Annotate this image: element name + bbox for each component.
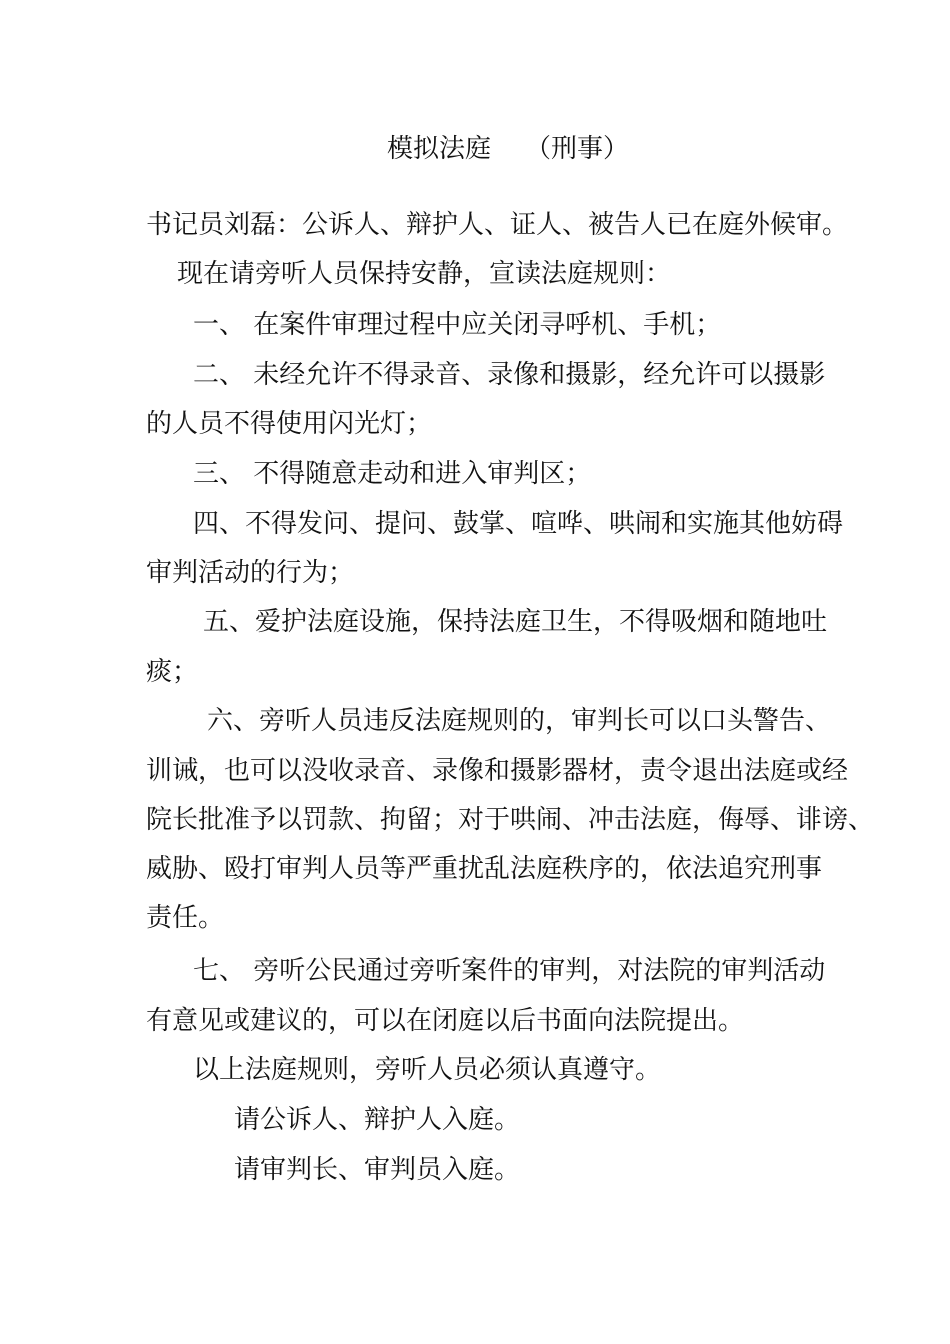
paragraph-line: 院长批准予以罚款、拘留；对于哄闹、冲击法庭，侮辱、诽谤、 xyxy=(146,805,875,835)
rule-item: 四、不得发问、提问、鼓掌、喧哗、哄闹和实施其他妨碍 xyxy=(193,509,844,539)
paragraph-line: 威胁、殴打审判人员等严重扰乱法庭秩序的，依法追究刑事 xyxy=(146,854,823,884)
paragraph-line: 痰； xyxy=(146,657,199,687)
paragraph-line: 审判活动的行为； xyxy=(146,558,355,588)
rule-item: 六、旁听人员违反法庭规则的，审判长可以口头警告、 xyxy=(207,706,832,736)
rule-item: 二、 未经允许不得录音、录像和摄影，经允许可以摄影 xyxy=(193,360,826,390)
rule-item: 一、 在案件审理过程中应关闭寻呼机、手机； xyxy=(193,310,722,340)
paragraph-line: 请公诉人、辩护人入庭。 xyxy=(234,1105,521,1135)
document-title xyxy=(387,133,629,165)
paragraph-line: 有意见或建议的，可以在闭庭以后书面向法院提出。 xyxy=(146,1006,745,1036)
rule-item: 五、爱护法庭设施，保持法庭卫生，不得吸烟和随地吐 xyxy=(203,607,828,637)
rule-item: 七、 旁听公民通过旁听案件的审判，对法院的审判活动 xyxy=(193,956,826,986)
title-suffix: （刑事） xyxy=(525,134,630,164)
paragraph-line: 请审判长、审判员入庭。 xyxy=(234,1155,521,1185)
paragraph-line: 以上法庭规则，旁听人员必须认真遵守。 xyxy=(193,1055,662,1085)
paragraph-line: 现在请旁听人员保持安静，宣读法庭规则： xyxy=(177,259,672,289)
rule-item: 三、 不得随意走动和进入审判区； xyxy=(193,459,592,489)
paragraph-line: 书记员刘磊：公诉人、辩护人、证人、被告人已在庭外候审。 xyxy=(146,210,849,240)
paragraph-line: 的人员不得使用闪光灯； xyxy=(146,409,433,439)
title-main: 模拟法庭 xyxy=(387,134,492,164)
paragraph-line: 训诫，也可以没收录音、录像和摄影器材，责令退出法庭或经 xyxy=(146,756,849,786)
paragraph-line: 责任。 xyxy=(146,903,225,933)
